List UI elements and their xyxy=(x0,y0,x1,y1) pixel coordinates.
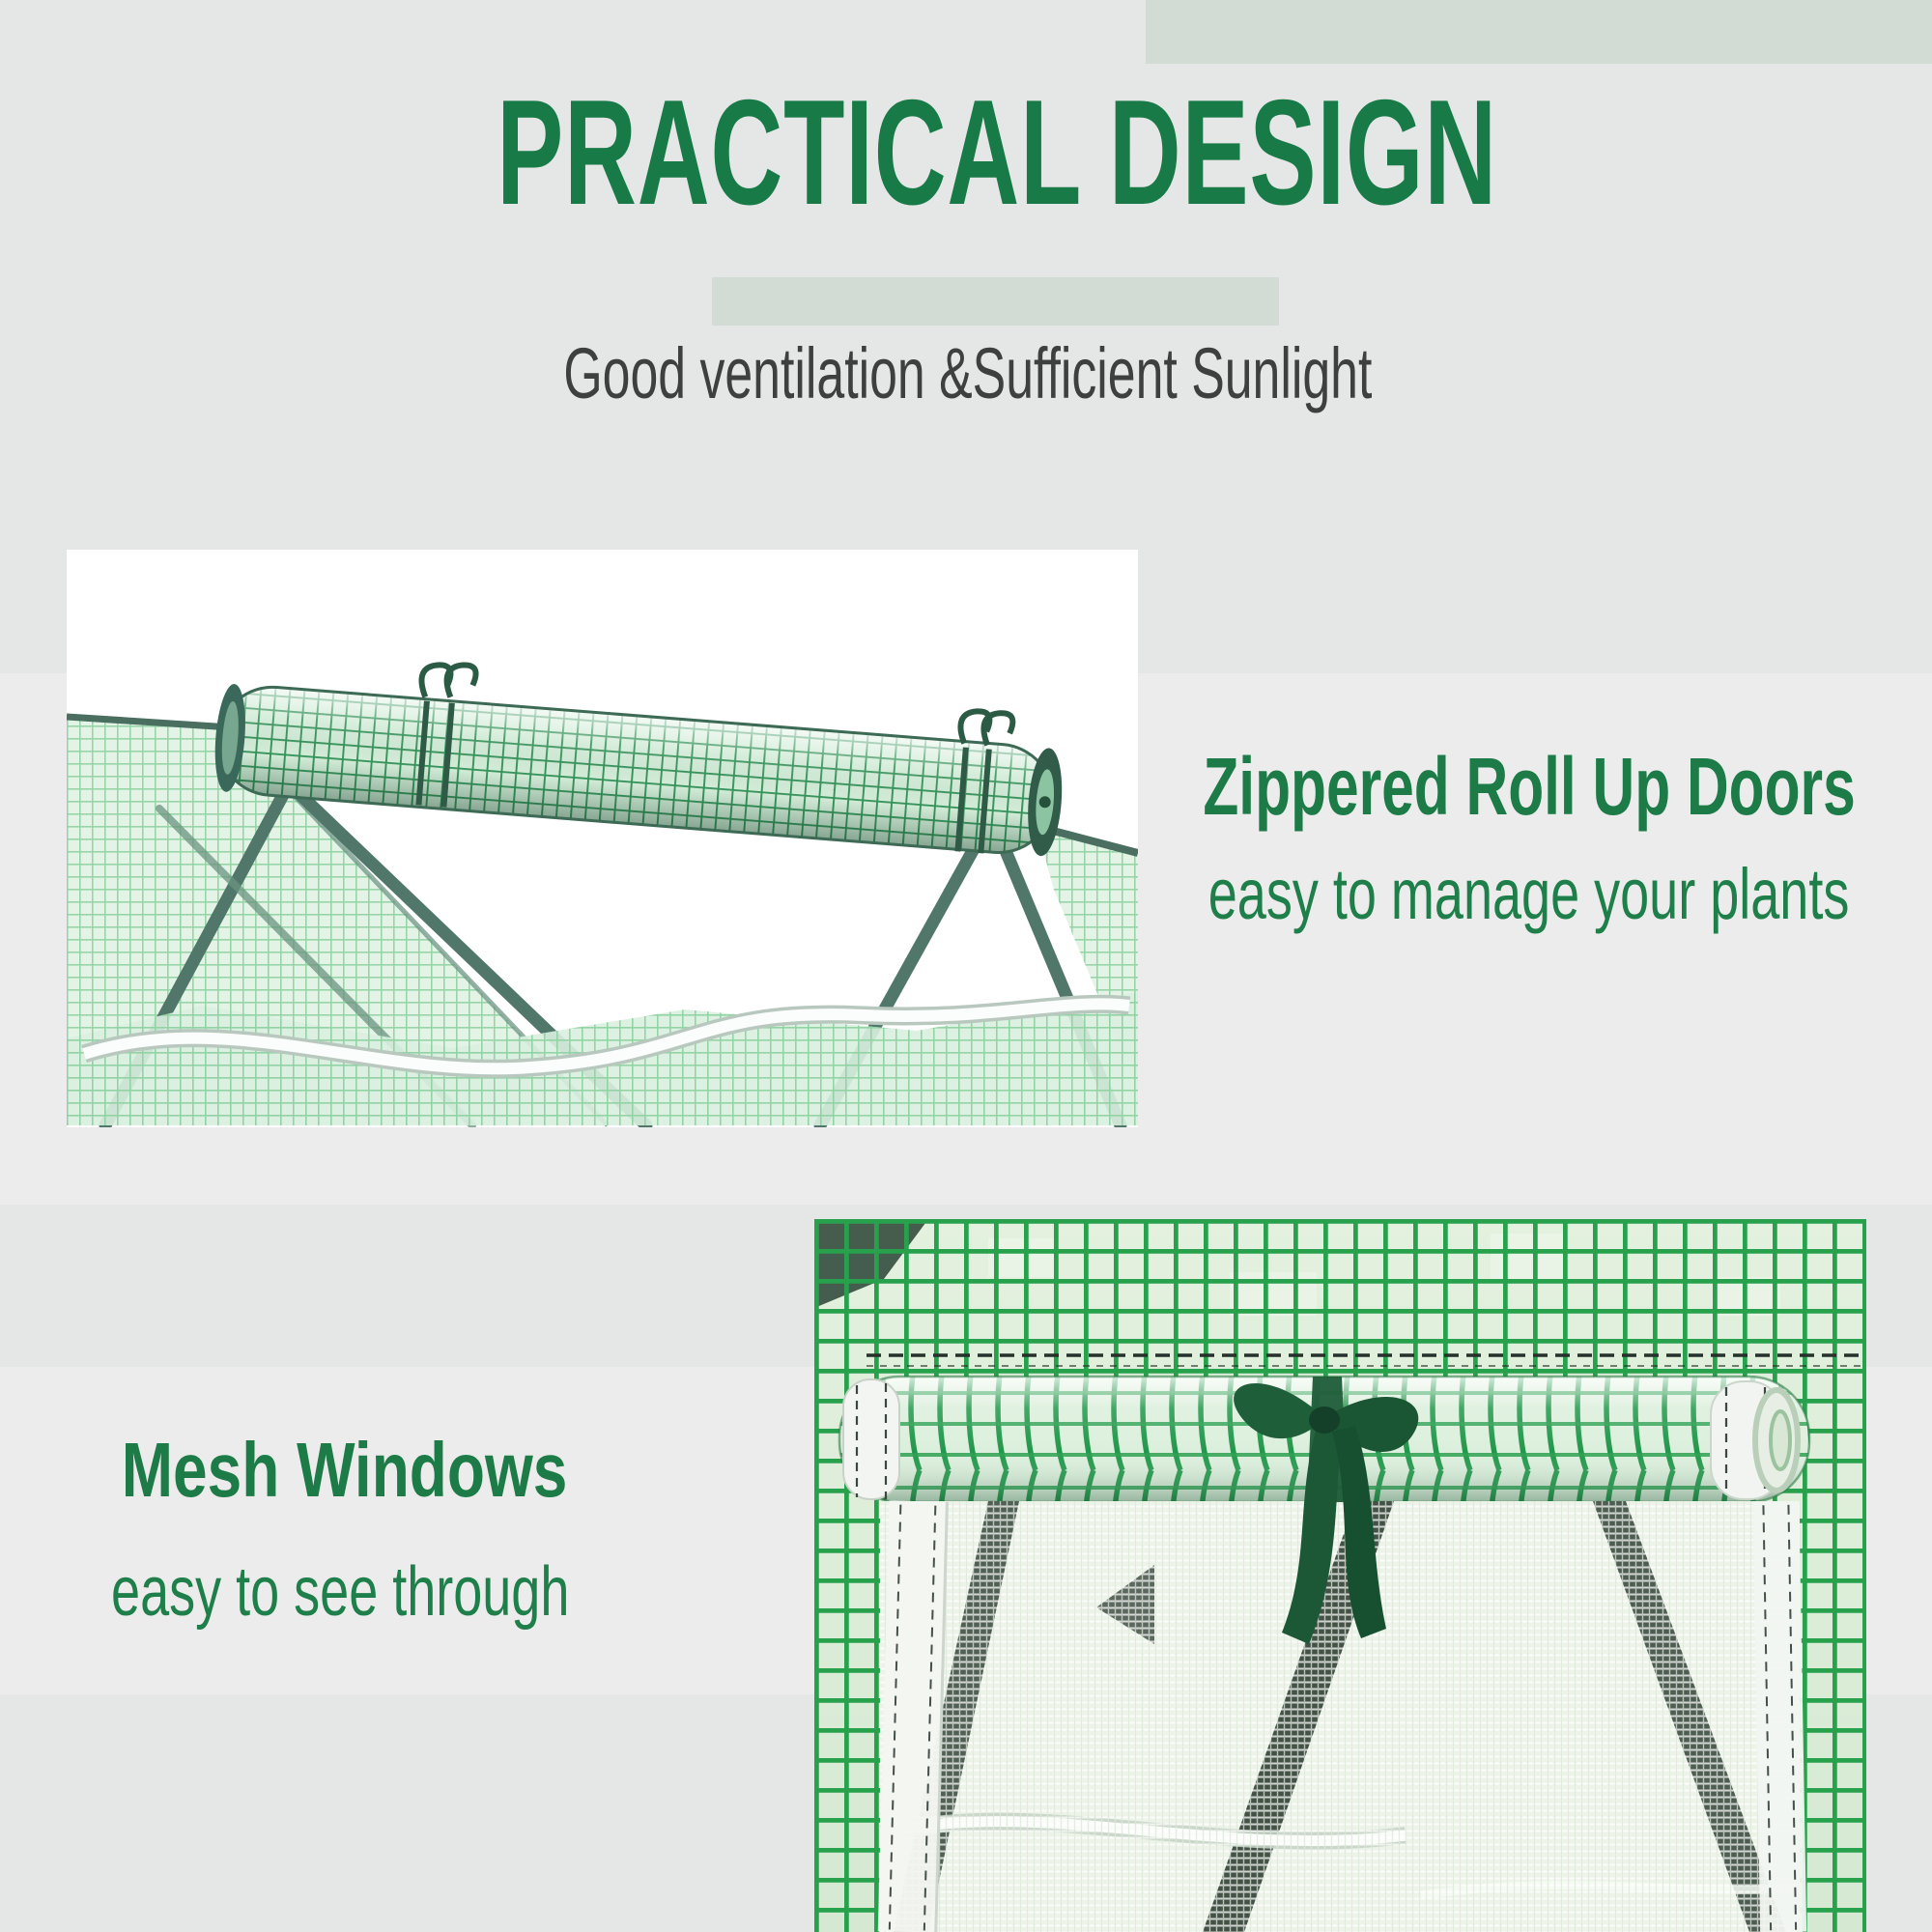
page-title xyxy=(31,69,1932,236)
feature-mesh-windows-body: easy to see through xyxy=(110,1553,570,1631)
photo-rollup-door-closeup xyxy=(814,1219,1866,1932)
photo-greenhouse-frame-svg xyxy=(67,550,1138,1127)
feature-rollup-doors-body: easy to manage your plants xyxy=(1208,854,1850,934)
mesh-window-area xyxy=(878,1500,1806,1932)
accent-bar-top-right xyxy=(1146,0,1932,64)
feature-mesh-windows-heading: Mesh Windows xyxy=(122,1427,568,1513)
left-velcro-band xyxy=(843,1379,899,1499)
page-subtitle xyxy=(2,333,1932,413)
photo-rollup-door-svg xyxy=(814,1219,1866,1932)
photo-greenhouse-frame xyxy=(67,550,1138,1127)
left-velcro-strip xyxy=(878,1500,948,1932)
right-velcro-strip xyxy=(1752,1501,1806,1932)
accent-bar-under-title xyxy=(712,277,1279,326)
right-velcro-end xyxy=(1711,1381,1798,1499)
page-subtitle-text: Good ventilation &Sufficient Sunlight xyxy=(563,333,1373,413)
page-title-text: PRACTICAL DESIGN xyxy=(497,69,1497,236)
feature-rollup-doors-heading: Zippered Roll Up Doors xyxy=(1203,741,1856,832)
